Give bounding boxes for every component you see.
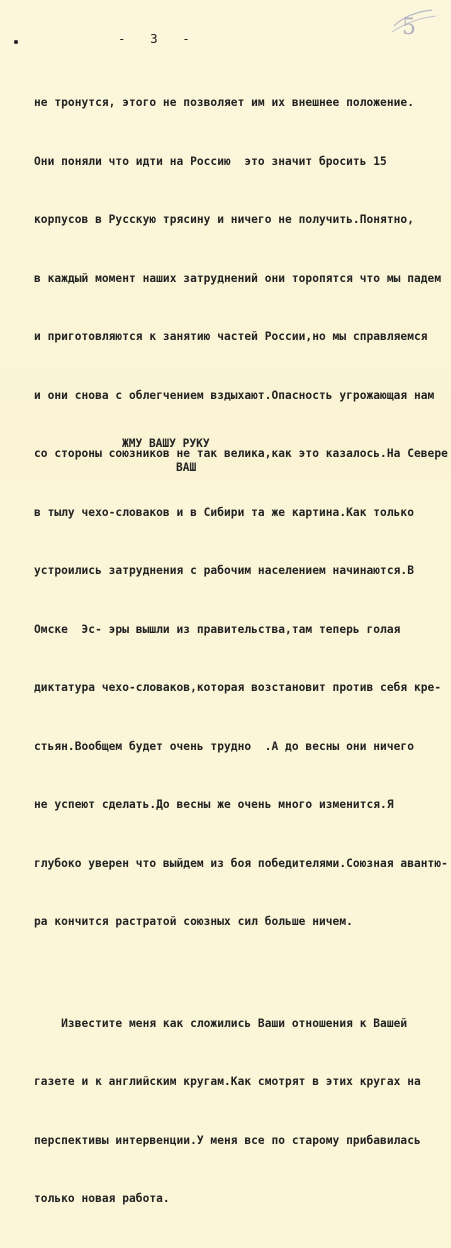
handwritten-page-number bbox=[388, 4, 440, 40]
body-line: в тылу чехо-словаков и в Сибири та же картина.Как только bbox=[34, 505, 414, 519]
body-line: стьян.Вообщем будет очень трудно .А до весны они ничего bbox=[34, 739, 414, 753]
body-line: не успеют сделать.До весны же очень много изменится.Я bbox=[34, 798, 394, 811]
body-line: не тронутся, этого не позволяет им их внешнее положение. bbox=[34, 96, 414, 109]
body-line: Они поняли что идти на Россию это значит бросить 15 bbox=[34, 154, 387, 168]
signature: ВАШ bbox=[176, 461, 197, 474]
body-line: и приготовляются к занятию частей России,но мы справляемся bbox=[34, 330, 428, 343]
page-number: - 3 - bbox=[118, 31, 191, 46]
body-line: в каждый момент наших затруднений они торопятся что мы падем bbox=[34, 271, 442, 285]
body-line: перспективы интервенции.У меня все по старому прибавилась bbox=[34, 1133, 421, 1147]
body-line: диктатура чехо-словаков,которая возстановит против себя кре- bbox=[34, 681, 442, 694]
body-line: Известите меня как сложились Ваши отношения к Вашей bbox=[34, 1016, 408, 1030]
body-line: ра кончится растратой союзных сил больше ничем. bbox=[34, 915, 353, 928]
body-line: со стороны союзников не так велика,как это казалось.На Севере bbox=[34, 447, 448, 460]
punch-dot bbox=[14, 40, 18, 44]
closing-line: ЖМУ ВАШУ РУКУ bbox=[122, 437, 210, 450]
body-line: и они снова с облегчением вздыхают.Опасность угрожающая нам bbox=[34, 388, 435, 402]
letter-body bbox=[34, 54, 446, 1248]
body-line: газете и к английским кругам.Как смотрят в этих кругах на bbox=[34, 1075, 421, 1088]
body-line: только новая работа. bbox=[34, 1192, 170, 1205]
body-line: устроились затруднения с рабочим населением начинаются.В bbox=[34, 564, 414, 577]
body-line bbox=[34, 971, 446, 975]
body-line: Омске Эс- эры вышли из правительства,там теперь голая bbox=[34, 622, 401, 636]
body-line: корпусов в Русскую трясину и ничего не получить.Понятно, bbox=[34, 213, 414, 226]
svg-text:5: 5 bbox=[402, 15, 416, 40]
body-line: глубоко уверен что выйдем из боя победителями.Союзная авантю- bbox=[34, 856, 448, 870]
